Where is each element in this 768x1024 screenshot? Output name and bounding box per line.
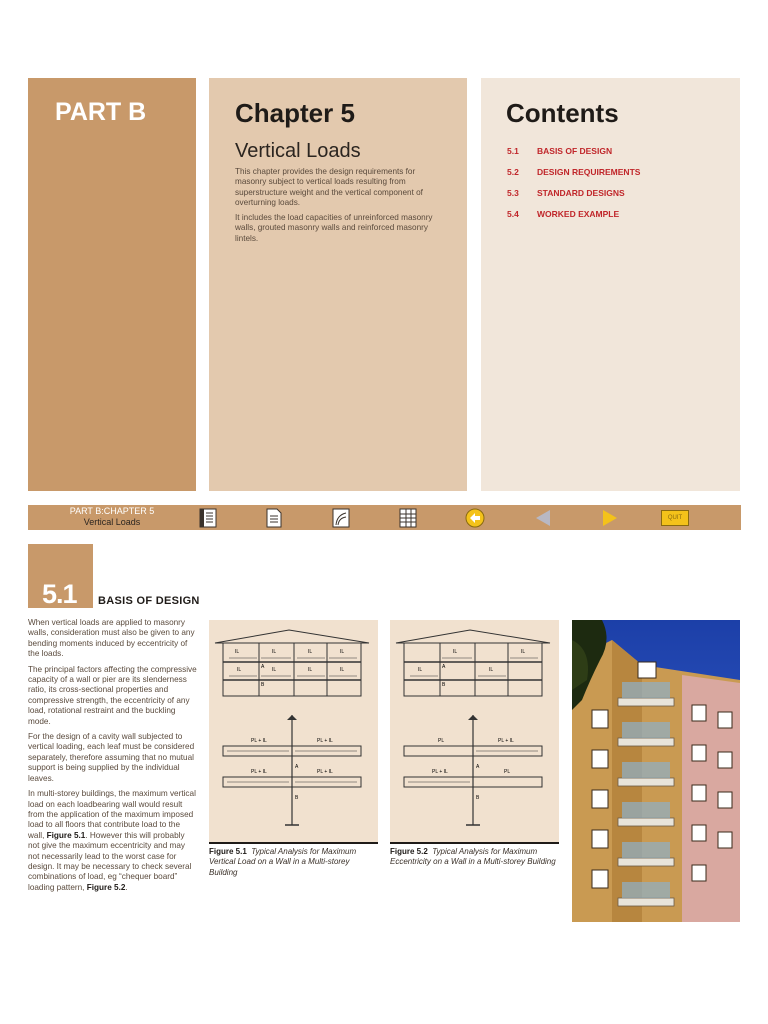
section-title: BASIS OF DESIGN — [98, 595, 200, 607]
figure-5-2-rule — [390, 842, 559, 844]
section-number-block — [28, 544, 93, 608]
figure-5-1-diagram — [209, 620, 378, 842]
diagram-label: IL — [340, 649, 345, 655]
diagram-label: IL — [272, 649, 277, 655]
diagram-label: IL — [237, 667, 242, 673]
contents-item-number: 5.2 — [507, 167, 519, 177]
contents-panel — [481, 78, 740, 491]
diagram-label: IL — [272, 667, 277, 673]
figure-reference[interactable]: Figure 5.1 — [46, 830, 86, 840]
figure-5-2-caption — [390, 847, 559, 868]
diagram-label: IL — [308, 649, 313, 655]
contents-link-basis-of-design[interactable] — [507, 146, 640, 167]
diagram-label: IL — [340, 667, 345, 673]
chapter-name: Vertical Loads — [235, 140, 361, 162]
diagram-label: IL — [308, 667, 313, 673]
section-body — [28, 618, 198, 898]
diagram-label: PL + IL — [498, 738, 514, 744]
diagram-label: PL — [504, 769, 511, 775]
chapter-panel — [209, 78, 467, 491]
contents-item-label: STANDARD DESIGNS — [537, 188, 625, 198]
quit-button[interactable]: QUIT — [661, 510, 689, 526]
diagram-label: IL — [489, 667, 494, 673]
nav-chapter-line: PART B:CHAPTER 5 — [69, 506, 155, 516]
nav-chapter-subtitle: Vertical Loads — [83, 516, 141, 527]
figure-reference[interactable]: Figure 5.2 — [86, 882, 126, 892]
contents-item-number: 5.1 — [507, 146, 519, 156]
chapter-description — [235, 167, 447, 249]
back-arrow-icon[interactable] — [465, 508, 485, 528]
body-paragraph: For the design of a cavity wall subjected to vertical loading, each leaf must be considered separately, therefore assuming that no mutual support is being supplied by the individual leaves. — [28, 732, 195, 783]
diagram-label: IL — [453, 649, 458, 655]
contents-item-number: 5.4 — [507, 209, 519, 219]
contents-item-number: 5.3 — [507, 188, 519, 198]
diagram-label: B — [261, 682, 265, 688]
diagram-label: B — [476, 795, 480, 801]
figure-5-2-drawing — [390, 620, 559, 842]
table-page-icon[interactable] — [398, 508, 418, 528]
diagram-label: B — [295, 795, 299, 801]
diagram-label: A — [476, 764, 480, 770]
apartment-building-photo — [572, 620, 740, 922]
contents-item-label: BASIS OF DESIGN — [537, 146, 613, 156]
contents-link-design-requirements[interactable] — [507, 167, 640, 188]
body-paragraph: When vertical loads are applied to masonry walls, consideration must also be given to any bending moments induced by eccentricity of the loads. — [28, 618, 195, 659]
chapter-desc-paragraph: It includes the load capacities of unreinforced masonry walls, grouted masonry walls and reinforced masonry lintels. — [235, 213, 433, 243]
diagram-label: PL + IL — [432, 769, 448, 775]
body-text-segment: In multi-storey buildings, the maximum vertical load on each loadbearing wall would result from the application of the maximum imposed load to all floors that contribute load to the wall, — [28, 789, 196, 840]
contents-page-icon[interactable] — [198, 508, 218, 528]
figure-page-icon[interactable] — [331, 508, 351, 528]
contents-link-worked-example[interactable] — [507, 209, 640, 230]
previous-page-icon[interactable] — [533, 508, 553, 528]
diagram-label: PL + IL — [251, 769, 267, 775]
section-number: 5.1 — [42, 579, 77, 609]
contents-title: Contents — [506, 98, 619, 128]
body-text-segment: . However this will probably not give the maximum eccentricity and may not necessarily lead to the worst case for design. It may be necessary to check several combinations of load, eg “chequer board” loading pattern, — [28, 830, 192, 892]
contents-item-label: WORKED EXAMPLE — [537, 209, 620, 219]
figure-5-1-caption — [209, 847, 378, 878]
part-panel — [28, 78, 196, 491]
document-page-icon[interactable] — [264, 508, 284, 528]
chapter-desc-paragraph: This chapter provides the design requirements for masonry subject to vertical loads resulting from superstructure weight and the vertical component of overturning loads. — [235, 167, 423, 207]
figure-number: Figure 5.1 — [209, 847, 247, 856]
diagram-label: A — [261, 664, 265, 670]
diagram-label: IL — [521, 649, 526, 655]
chapter-number: Chapter 5 — [235, 98, 355, 128]
body-text-segment: . — [125, 882, 128, 892]
nav-chapter-label — [64, 506, 160, 527]
diagram-label: PL — [438, 738, 445, 744]
navigation-bar — [28, 505, 741, 530]
figure-caption-text: Typical Analysis for Maximum Vertical Load on a Wall in a Multi-storey Building — [209, 847, 357, 877]
diagram-label: A — [442, 664, 446, 670]
figure-caption-text: Typical Analysis for Maximum Eccentricity on a Wall in a Multi-storey Building — [390, 847, 556, 867]
figure-number: Figure 5.2 — [390, 847, 428, 856]
diagram-label: PL + IL — [317, 738, 333, 744]
figure-5-1-drawing — [209, 620, 378, 842]
contents-list — [507, 146, 640, 230]
figure-5-2-diagram — [390, 620, 559, 842]
next-page-icon[interactable] — [600, 508, 620, 528]
contents-link-standard-designs[interactable] — [507, 188, 640, 209]
contents-item-label: DESIGN REQUIREMENTS — [537, 167, 641, 177]
diagram-label: PL + IL — [251, 738, 267, 744]
diagram-label: PL + IL — [317, 769, 333, 775]
diagram-label: IL — [235, 649, 240, 655]
diagram-label: A — [295, 764, 299, 770]
diagram-label: B — [442, 682, 446, 688]
diagram-label: IL — [418, 667, 423, 673]
figure-5-1-rule — [209, 842, 378, 844]
body-paragraph — [28, 789, 198, 893]
part-title: PART B — [55, 98, 147, 126]
body-paragraph: The principal factors affecting the compressive capacity of a wall or pier are its slenderness ratio, its cross-sectional properties and compressive strength, the eccentricity of any load, rotational restraint and the buckling mode. — [28, 664, 197, 726]
